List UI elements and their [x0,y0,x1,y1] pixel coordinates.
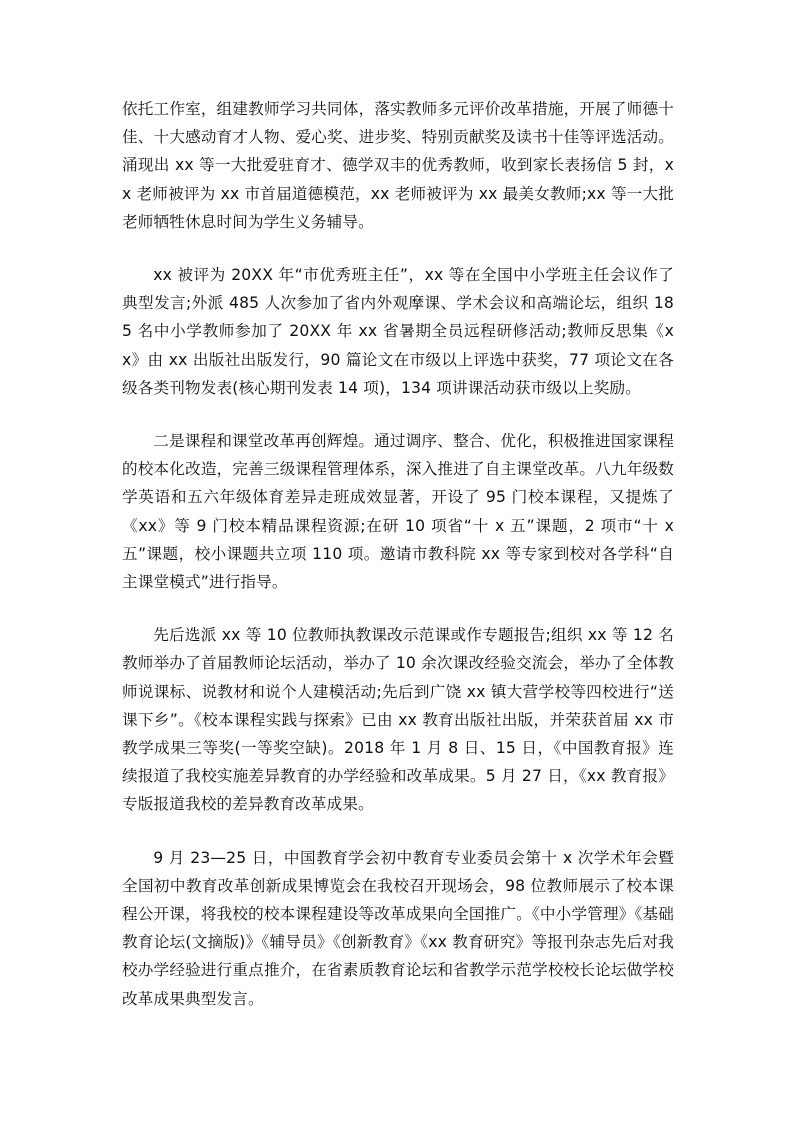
paragraph-teacher-awards: xx 被评为 20XX 年“市优秀班主任”，xx 等在全国中小学班主任会议作了典型发言;外派 485 人次参加了省内外观摩课、学术会议和高端论坛，组织 185 名中小学教师参加了 20XX 年 xx 省暑期全员远程研修活动;教师反思集《xx》由 xx 出版社出版发行，90 篇论文在市级以上评选中获奖，77 项论文在各级各类刊物发表(核心期刊发表 14 项)，134 项讲课活动获市级以上奖励。 [122,266,674,397]
paragraph-curriculum-reform: 二是课程和课堂改革再创辉煌。通过调序、整合、优化，积极推进国家课程的校本化改造，完善三级课程管理体系，深入推进了自主课堂改革。八九年级数学英语和五六年级体育差异走班成效显著，开设了 95 门校本课程，又提炼了《xx》等 9 门校本精品课程资源;在研 10 项省“十 x 五”课题，2 项市“十 x 五”课题，校小课题共立项 110 项。邀请市教科院 xx 等专家到校对各学科“自主课堂模式”进行指导。 [122,432,674,592]
document-page [122,95,674,1038]
paragraph-teacher-development: 依托工作室，组建教师学习共同体，落实教师多元评价改革措施，开展了师德十佳、十大感动育才人物、爱心奖、进步奖、特别贡献奖及读书十佳等评选活动。涌现出 xx 等一大批爱驻育才、德学双丰的优秀教师，收到家长表扬信 5 封，xx 老师被评为 xx 市首届道德模范，xx 老师被评为 xx 最美女教师;xx 等一大批老师牺牲休息时间为学生义务辅导。 [122,100,674,231]
paragraph-national-conference: 9 月 23—25 日，中国教育学会初中教育专业委员会第十 x 次学术年会暨全国初中教育改革创新成果博览会在我校召开现场会，98 位教师展示了校本课程公开课，将我校的校本课程建设等改革成果向全国推广。《中小学管理》《基础教育论坛(文摘版)》《辅导员》《创新教育》《xx 教育研究》等报刊杂志先后对我校办学经验进行重点推介，在省素质教育论坛和省教学示范学校校长论坛做学校改革成果典型发言。 [122,848,674,1008]
paragraph-demonstration-classes: 先后选派 xx 等 10 位教师执教课改示范课或作专题报告;组织 xx 等 12 名教师举办了首届教师论坛活动，举办了 10 余次课改经验交流会，举办了全体教师说课标、说教材和说个人建模活动;先后到广饶 xx 镇大营学校等四校进行“送课下乡”。《校本课程实践与探索》已由 xx 教育出版社出版，并荣获首届 xx 市教学成果三等奖(一等奖空缺)。2018 年 1 月 8 日、15 日，《中国教育报》连续报道了我校实施差异教育的办学经验和改革成果。5 月 27 日，《xx 教育报》专版报道我校的差异教育改革成果。 [122,626,674,814]
